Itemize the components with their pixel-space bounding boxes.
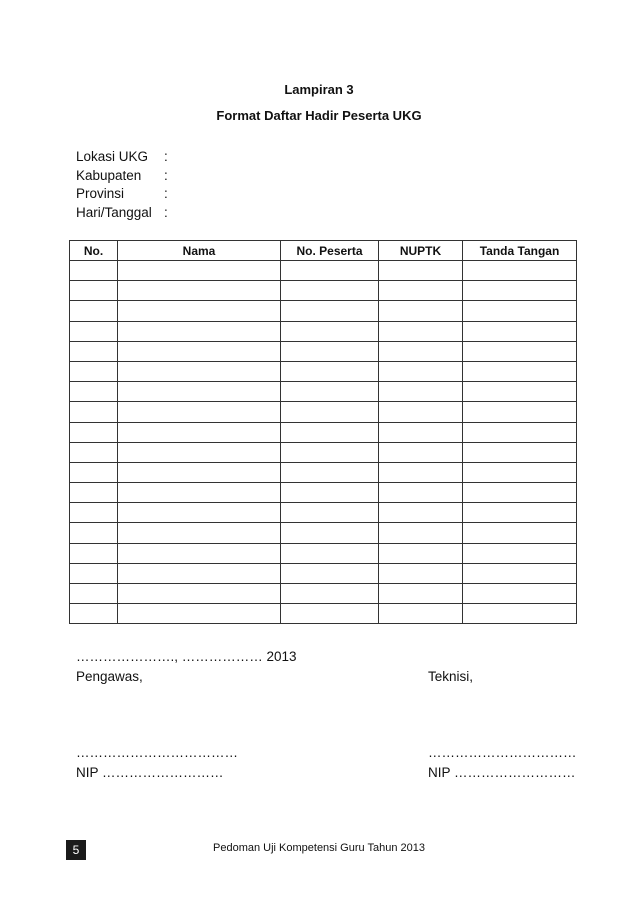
table-row	[70, 543, 577, 563]
table-cell[interactable]	[70, 523, 118, 543]
table-cell[interactable]	[281, 402, 379, 422]
table-cell[interactable]	[379, 483, 463, 503]
attendance-table	[69, 240, 577, 624]
table-cell[interactable]	[463, 584, 577, 604]
table-cell[interactable]	[281, 604, 379, 624]
table-cell[interactable]	[118, 422, 281, 442]
table-cell[interactable]	[281, 261, 379, 281]
table-cell[interactable]	[463, 462, 577, 482]
table-header-row	[70, 241, 577, 261]
table-cell[interactable]	[70, 483, 118, 503]
table-cell[interactable]	[281, 543, 379, 563]
field-kabupaten	[76, 167, 174, 186]
table-cell[interactable]	[379, 462, 463, 482]
table-cell[interactable]	[379, 301, 463, 321]
table-row	[70, 261, 577, 281]
field-colon: :	[164, 167, 168, 183]
place-date-line: …………………., ……………… 2013	[76, 649, 297, 664]
table-cell[interactable]	[281, 442, 379, 462]
table-cell[interactable]	[118, 442, 281, 462]
table-cell[interactable]	[70, 402, 118, 422]
table-cell[interactable]	[70, 503, 118, 523]
column-header-nuptk: NUPTK	[379, 241, 463, 261]
table-cell[interactable]	[379, 422, 463, 442]
table-cell[interactable]	[70, 462, 118, 482]
field-provinsi	[76, 185, 174, 204]
document-title: Format Daftar Hadir Peserta UKG	[216, 108, 422, 123]
table-cell[interactable]	[281, 361, 379, 381]
field-hari-tanggal	[76, 204, 174, 223]
table-row	[70, 563, 577, 583]
table-cell[interactable]	[70, 442, 118, 462]
table-cell[interactable]	[118, 321, 281, 341]
table-cell[interactable]	[70, 543, 118, 563]
field-label: Hari/Tanggal	[76, 205, 152, 221]
attachment-label: Lampiran 3	[284, 82, 354, 97]
table-cell[interactable]	[463, 402, 577, 422]
table-cell[interactable]	[118, 361, 281, 381]
table-cell[interactable]	[463, 422, 577, 442]
table-cell[interactable]	[379, 341, 463, 361]
table-cell[interactable]	[463, 341, 577, 361]
table-row	[70, 462, 577, 482]
table-cell[interactable]	[70, 261, 118, 281]
table-cell[interactable]	[70, 563, 118, 583]
table-cell[interactable]	[463, 442, 577, 462]
column-header-nama: Nama	[118, 241, 281, 261]
field-colon: :	[164, 205, 168, 221]
table-cell[interactable]	[70, 301, 118, 321]
left-role: Pengawas,	[76, 669, 143, 684]
table-cell[interactable]	[379, 523, 463, 543]
table-cell[interactable]	[379, 281, 463, 301]
table-cell[interactable]	[118, 523, 281, 543]
table-cell[interactable]	[118, 503, 281, 523]
column-header-no-peserta: No. Peserta	[281, 241, 379, 261]
table-cell[interactable]	[463, 281, 577, 301]
table-cell[interactable]	[379, 503, 463, 523]
field-label: Kabupaten	[76, 167, 142, 183]
table-cell[interactable]	[118, 402, 281, 422]
footer-text: Pedoman Uji Kompetensi Guru Tahun 2013	[213, 842, 425, 854]
table-cell[interactable]	[281, 563, 379, 583]
table-row	[70, 442, 577, 462]
table-cell[interactable]	[379, 543, 463, 563]
table-cell[interactable]	[118, 543, 281, 563]
table-cell[interactable]	[463, 604, 577, 624]
table-row	[70, 321, 577, 341]
table-cell[interactable]	[281, 462, 379, 482]
table-cell[interactable]	[379, 321, 463, 341]
left-name-line: ………………………………	[76, 745, 238, 760]
table-cell[interactable]	[118, 382, 281, 402]
table-cell[interactable]	[70, 281, 118, 301]
table-row	[70, 301, 577, 321]
table-cell[interactable]	[463, 261, 577, 281]
table-cell[interactable]	[118, 341, 281, 361]
column-header-no: No.	[70, 241, 118, 261]
table-cell[interactable]	[379, 584, 463, 604]
table-row	[70, 382, 577, 402]
table-row	[70, 604, 577, 624]
table-cell[interactable]	[118, 462, 281, 482]
table-cell[interactable]	[70, 321, 118, 341]
table-cell[interactable]	[118, 604, 281, 624]
right-nip: NIP ………………………	[428, 765, 576, 780]
table-cell[interactable]	[118, 301, 281, 321]
table-cell[interactable]	[70, 382, 118, 402]
table-body	[70, 261, 577, 624]
table-cell[interactable]	[379, 261, 463, 281]
table-cell[interactable]	[118, 563, 281, 583]
table-cell[interactable]	[118, 281, 281, 301]
field-label: Provinsi	[76, 186, 125, 202]
table-cell[interactable]	[463, 301, 577, 321]
table-cell[interactable]	[463, 483, 577, 503]
table-cell[interactable]	[463, 503, 577, 523]
table-cell[interactable]	[463, 523, 577, 543]
column-header-tanda-tangan: Tanda Tangan	[463, 241, 577, 261]
table-cell[interactable]	[379, 402, 463, 422]
table-cell[interactable]	[463, 321, 577, 341]
table-cell[interactable]	[463, 563, 577, 583]
table-cell[interactable]	[70, 341, 118, 361]
table-cell[interactable]	[118, 584, 281, 604]
table-row	[70, 503, 577, 523]
table-cell[interactable]	[70, 361, 118, 381]
table-cell[interactable]	[281, 422, 379, 442]
table-cell[interactable]	[118, 261, 281, 281]
field-lokasi	[76, 148, 174, 167]
left-nip: NIP ………………………	[76, 765, 224, 780]
table-cell[interactable]	[379, 382, 463, 402]
table-row	[70, 281, 577, 301]
table-row	[70, 483, 577, 503]
table-cell[interactable]	[281, 341, 379, 361]
table-cell[interactable]	[463, 382, 577, 402]
table-row	[70, 361, 577, 381]
table-cell[interactable]	[463, 543, 577, 563]
table-cell[interactable]	[281, 503, 379, 523]
table-cell[interactable]	[379, 442, 463, 462]
table-cell[interactable]	[281, 523, 379, 543]
field-label: Lokasi UKG	[76, 149, 149, 164]
table-cell[interactable]	[118, 483, 281, 503]
right-name-line: ……………………………	[428, 745, 577, 760]
table-row	[70, 584, 577, 604]
table-cell[interactable]	[379, 604, 463, 624]
table-cell[interactable]	[379, 361, 463, 381]
field-colon: :	[164, 186, 168, 202]
table-cell[interactable]	[281, 301, 379, 321]
field-colon: :	[164, 149, 168, 164]
info-fields	[76, 148, 174, 223]
table-cell[interactable]	[70, 422, 118, 442]
table-cell[interactable]	[281, 584, 379, 604]
table-row	[70, 422, 577, 442]
table-cell[interactable]	[70, 604, 118, 624]
right-role: Teknisi,	[428, 669, 474, 684]
page-number: 5	[66, 840, 86, 860]
table-row	[70, 341, 577, 361]
table-cell[interactable]	[281, 382, 379, 402]
table-row	[70, 402, 577, 422]
table-cell[interactable]	[463, 361, 577, 381]
table-cell[interactable]	[70, 584, 118, 604]
table-cell[interactable]	[281, 281, 379, 301]
table-cell[interactable]	[379, 563, 463, 583]
table-cell[interactable]	[281, 483, 379, 503]
table-cell[interactable]	[281, 321, 379, 341]
table-row	[70, 523, 577, 543]
